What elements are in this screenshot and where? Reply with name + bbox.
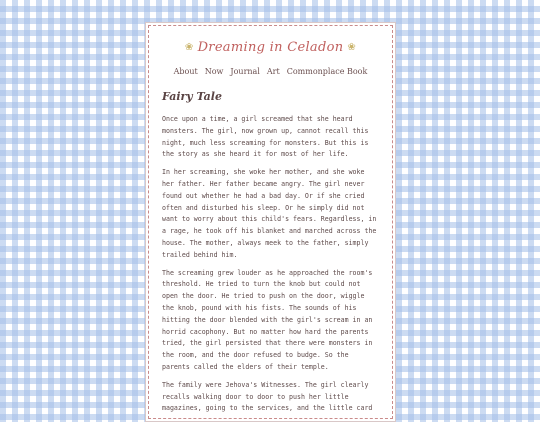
post [146, 76, 395, 415]
bow-left-icon: ❀ [184, 42, 194, 53]
nav-item-journal[interactable]: Journal [230, 67, 260, 76]
main-nav [146, 67, 395, 76]
post-paragraph: In her screaming, she woke her mother, and she woke her father. Her father became angry. The girl never found out whether he had a bad day. Or if she cried often and disturbed his sleep. Or he simply did not want to worry about this child's fears. Regardless, in a rage, he took off his blanket and marched across the house. The mother, always meek to the father, simply trailed behind him. [162, 168, 377, 259]
nav-item-now[interactable]: Now [204, 67, 224, 76]
bow-right-icon: ❀ [347, 42, 357, 53]
site-title-text[interactable]: Dreaming in Celadon [197, 40, 344, 55]
post-paragraph: The family were Jehova's Witnesses. The girl clearly recalls walking door to door to push her little magazines, going to the services, and the little card [162, 380, 373, 413]
nav-item-commonplace-book[interactable]: Commonplace Book [286, 67, 368, 76]
site-title[interactable] [185, 40, 356, 55]
post-paragraph: The screaming grew louder as he approached the room's threshold. He tried to turn the knob but could not open the door. He tried to push on the door, wiggle the knob, pound with his fists. The sounds of his hitting the door blended with the girl's scream in an horrid cacophony. But no matter how hard the parents tried, the girl persisted that there were monsters in the room, and the door refused to budge. So the parents called the elders of their temple. [162, 268, 373, 371]
post-paragraph: Once upon a time, a girl screamed that she heard monsters. The girl, now grown up, cannot recall this night, much less screaming for monsters. But this is the story as she heard it for most of her life. [162, 115, 369, 159]
post-title: Fairy Tale [162, 90, 222, 103]
blog-page-card [145, 22, 396, 422]
nav-item-about[interactable]: About [173, 67, 198, 76]
site-header [146, 23, 395, 76]
nav-item-art[interactable]: Art [266, 67, 280, 76]
